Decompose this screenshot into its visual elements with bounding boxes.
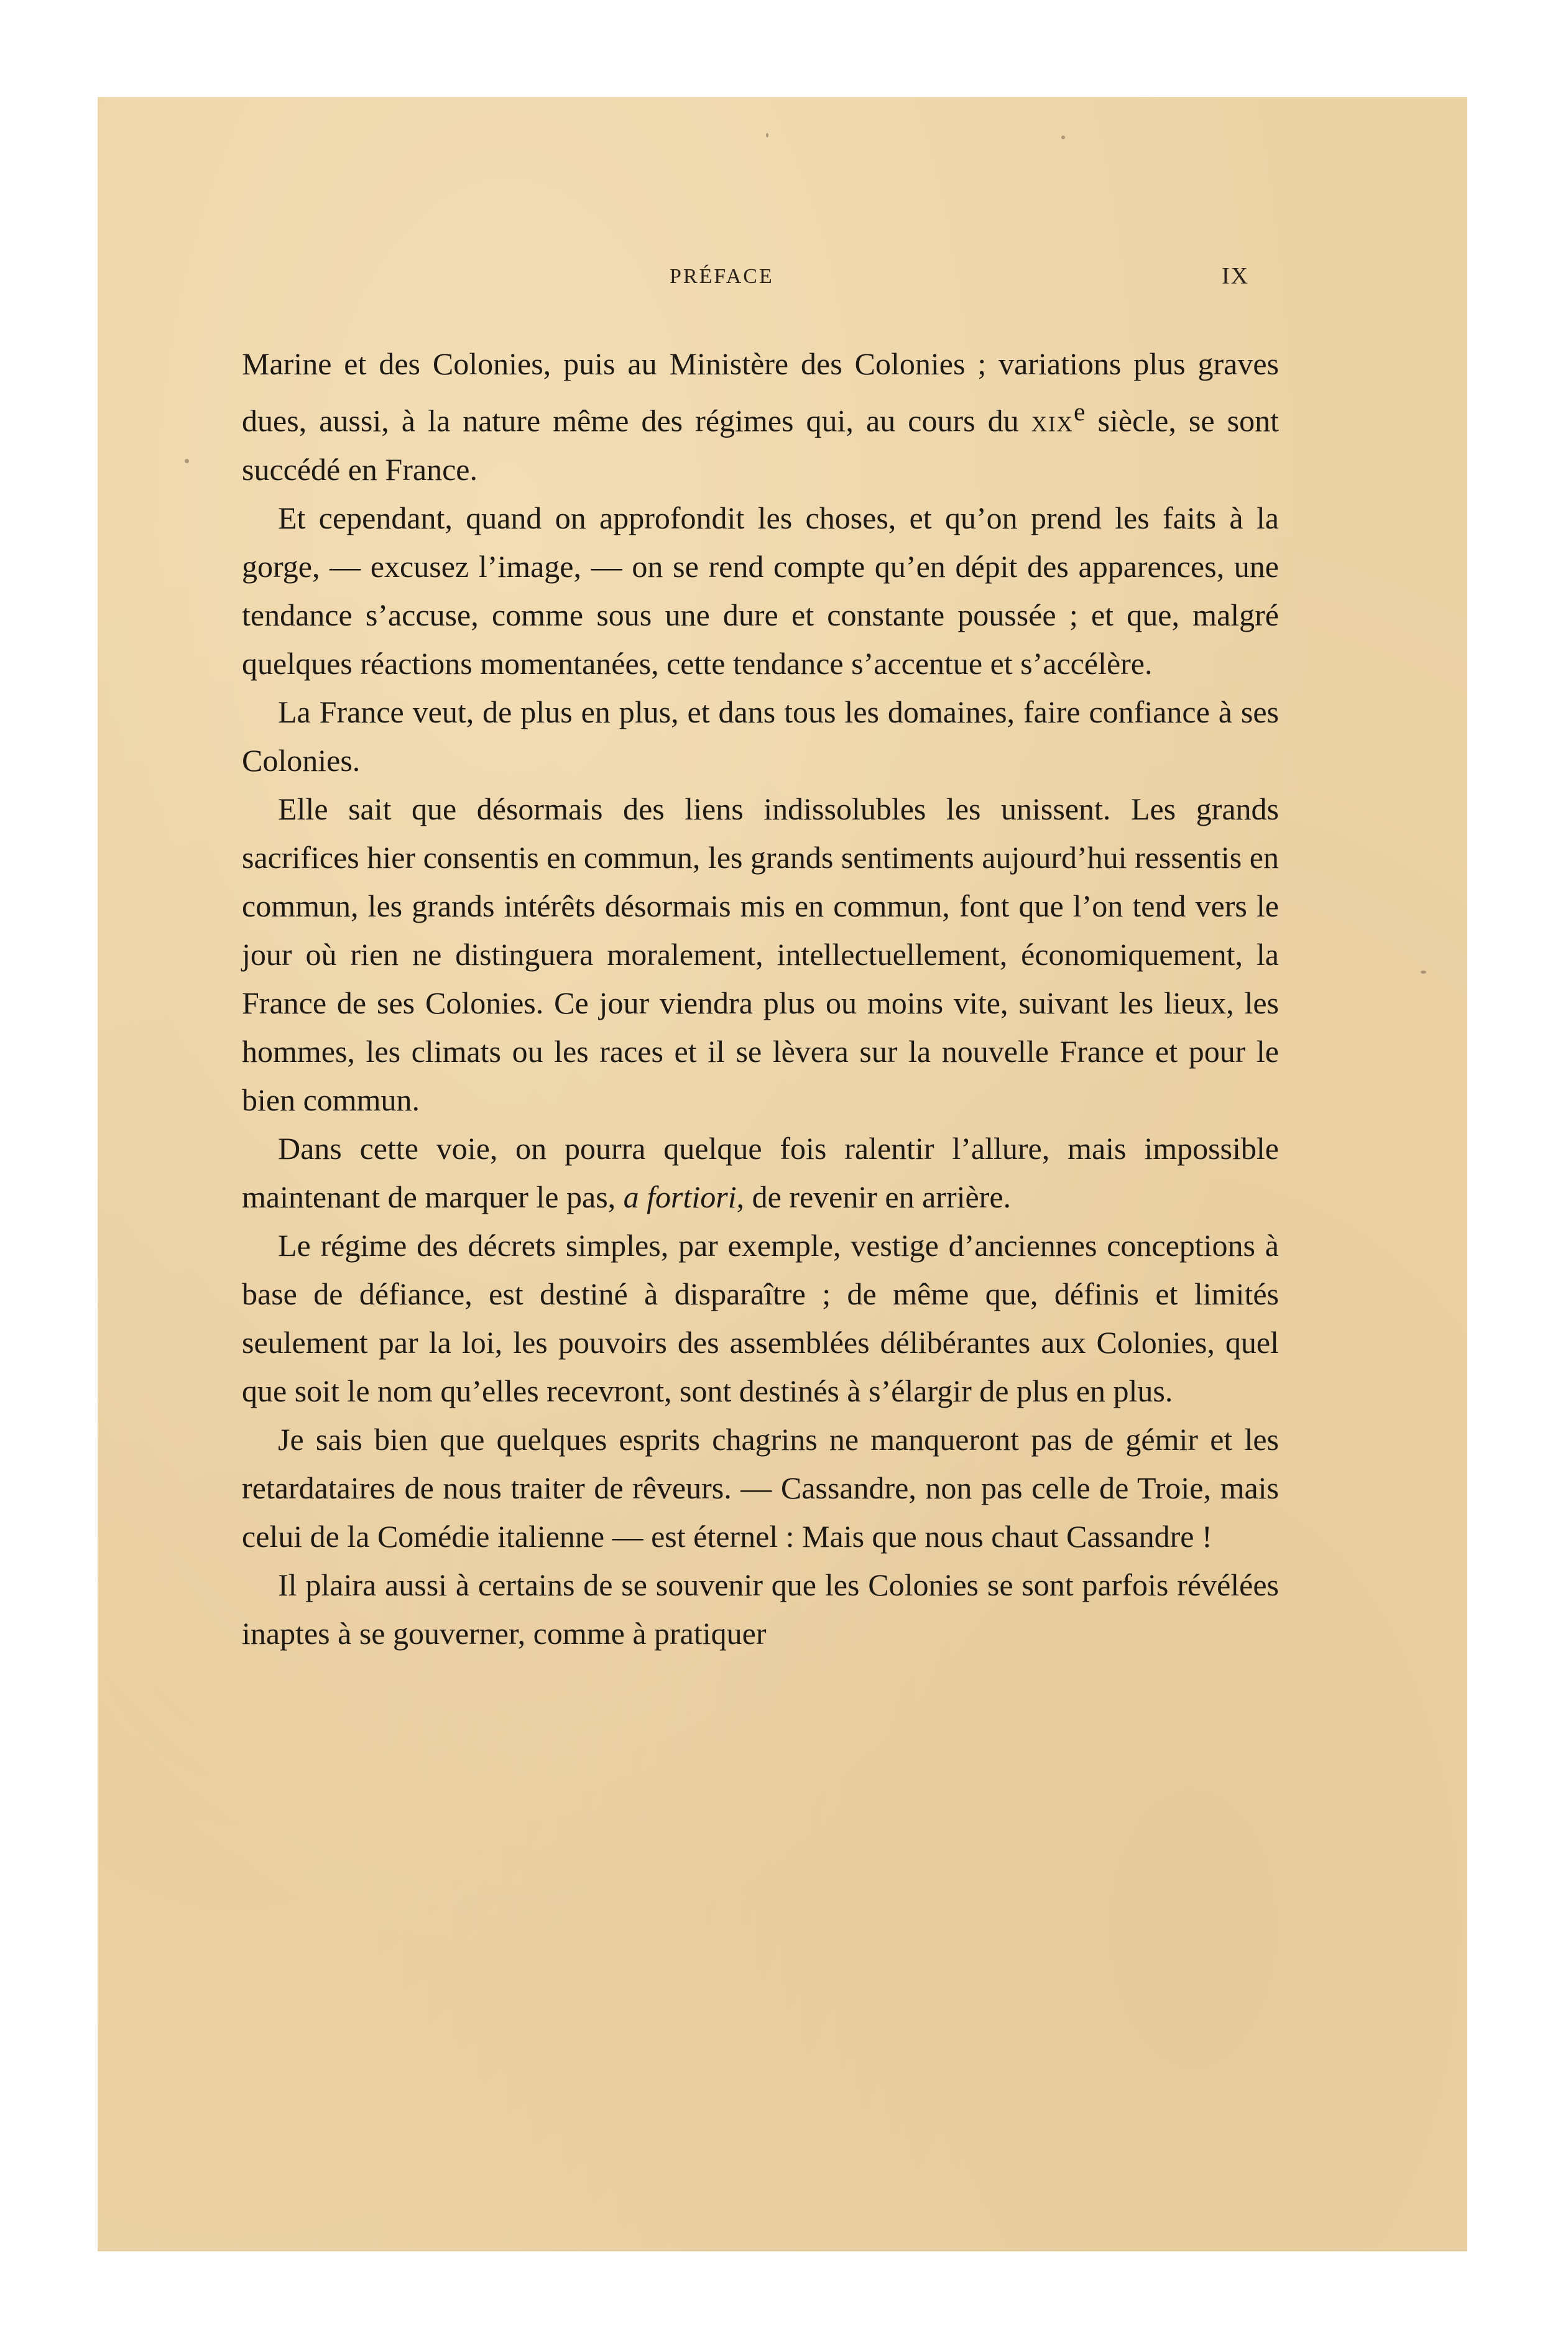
paragraph-text: Marine et des Colonies, puis au Ministère des Colonies ; variations plus graves dues, aussi, à la nature même des régimes qui, au cours du bbox=[242, 346, 1279, 438]
paragraph: Il plaira aussi à certains de se souvenir que les Colonies se sont parfois révélées inaptes à se gouverner, comme à pratiquer bbox=[242, 1567, 1279, 1651]
book-page bbox=[98, 97, 1467, 2251]
paragraph-text: Dans cette voie, on pourra quelque fois ralentir l’allure, mais impossible maintenant de marquer le pas, bbox=[242, 1130, 1279, 1214]
page-speck bbox=[766, 133, 768, 137]
italic-phrase: a fortiori bbox=[623, 1179, 737, 1214]
running-head bbox=[98, 265, 1467, 302]
paragraph-text: siècle, se sont succédé en France. bbox=[242, 403, 1279, 487]
page-speck bbox=[1061, 136, 1065, 139]
page-number: IX bbox=[1222, 263, 1250, 289]
paragraph bbox=[242, 339, 1279, 494]
running-title: PRÉFACE bbox=[670, 265, 774, 288]
paragraph bbox=[242, 1124, 1279, 1221]
paragraph: Elle sait que désormais des liens indissolubles les unissent. Les grands sacrifices hier consentis en commun, les grands sentiments aujourd’hui ressentis en commun, les grands intérêts désormais mis en commun, font que l’on tend vers le jour où rien ne distinguera moralement, intellectuellement, économiquement, la France de ses Colonies. Ce jour viendra plus ou moins vite, suivant les lieux, les hommes, les climats ou les races et il se lèvera sur la nouvelle France et pour le bien commun. bbox=[242, 791, 1279, 1117]
roman-numeral: xix bbox=[1031, 403, 1074, 438]
paragraph: La France veut, de plus en plus, et dans tous les domaines, faire confiance à ses Colonies. bbox=[242, 694, 1279, 778]
page-speck bbox=[185, 459, 189, 463]
paragraph: Le régime des décrets simples, par exemple, vestige d’anciennes conceptions à base de défiance, est destiné à disparaître ; de même que, définis et limités seulement par la loi, les pouvoirs des assemblées délibérantes aux Colonies, quel que soit le nom qu’elles recevront, sont destinés à s’élargir de plus en plus. bbox=[242, 1227, 1279, 1408]
superscript: e bbox=[1073, 398, 1086, 427]
page-speck bbox=[1421, 971, 1426, 974]
paragraph-text: , de revenir en arrière. bbox=[736, 1179, 1012, 1214]
paragraph: Je sais bien que quelques esprits chagrins ne manqueront pas de gémir et les retardataires de nous traiter de rêveurs. — Cassandre, non pas celle de Troie, mais celui de la Comédie italienne — est éternel : Mais que nous chaut Cassandre ! bbox=[242, 1421, 1279, 1554]
paragraph: Et cependant, quand on approfondit les choses, et qu’on prend les faits à la gorge, — excusez l’image, — on se rend compte qu’en dépit des apparences, une tendance s’accuse, comme sous une dure et constante poussée ; et que, malgré quelques réactions momentanées, cette tendance s’accentue et s’accélère. bbox=[242, 500, 1279, 681]
body-text bbox=[242, 339, 1279, 1658]
